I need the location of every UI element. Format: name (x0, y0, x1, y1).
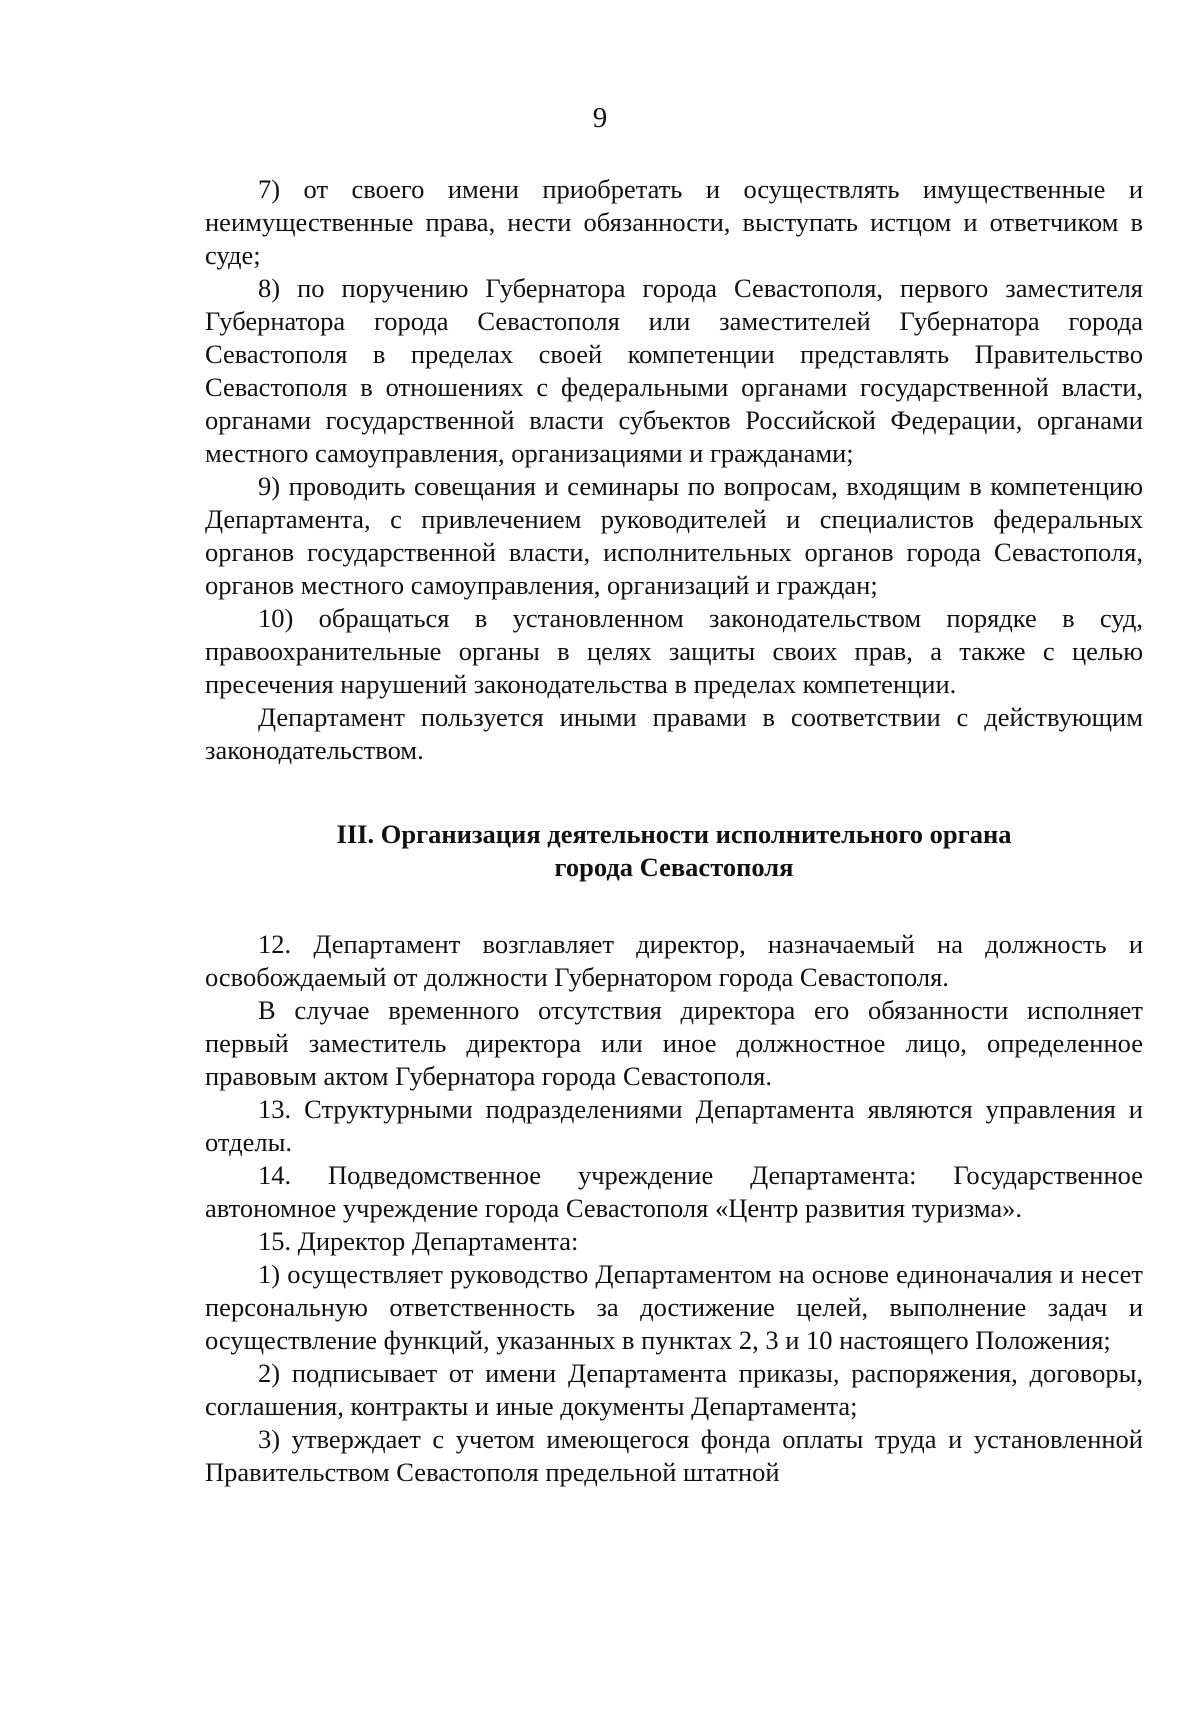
paragraph-item-10: 10) обращаться в установленном законодательством порядке в суд, правоохранительные органы в целях защиты своих прав, а также с целью пресечения нарушений законодательства в пределах компетенции. (205, 603, 1143, 699)
paragraph-director-absence: В случае временного отсутствия директора его обязанности исполняет первый заместитель директора или иное должностное лицо, определенное правовым актом Губернатора города Севастополя. (205, 995, 1143, 1091)
paragraph-clause-12: 12. Департамент возглавляет директор, назначаемый на должность и освобождаемый от должности Губернатором города Севастополя. (205, 929, 1143, 992)
paragraph-clause-13: 13. Структурными подразделениями Департамента являются управления и отделы. (205, 1094, 1143, 1157)
paragraph-other-rights: Департамент пользуется иными правами в соответствии с действующим законодательством. (205, 702, 1143, 765)
paragraph-director-item-3: 3) утверждает с учетом имеющегося фонда оплаты труда и установленной Правительством Севастополя предельной штатной (205, 1424, 1143, 1487)
paragraph-director-item-1: 1) осуществляет руководство Департаментом на основе единоначалия и несет персональную ответственность за достижение целей, выполнение задач и осуществление функций, указанных в пунктах 2, 3 и 10 настоящего Положения; (205, 1259, 1143, 1355)
paragraph-item-8: 8) по поручению Губернатора города Севастополя, первого заместителя Губернатора города Севастополя или заместителей Губернатора города Севастополя в пределах своей компетенции представлять Правительство Севастополя в отношениях с федеральными органами государственной власти, органами государственной власти субъектов Российской Федерации, органами местного самоуправления, организациями и гражданами; (205, 273, 1143, 468)
paragraph-item-9: 9) проводить совещания и семинары по вопросам, входящим в компетенцию Департамента, с привлечением руководителей и специалистов федеральных органов государственной власти, исполнительных органов города Севастополя, органов местного самоуправления, организаций и граждан; (205, 471, 1143, 600)
paragraph-item-7: 7) от своего имени приобретать и осуществлять имущественные и неимущественные права, нести обязанности, выступать истцом и ответчиком в суде; (205, 174, 1143, 270)
paragraph-clause-14: 14. Подведомственное учреждение Департамента: Государственное автономное учреждение города Севастополя «Центр развития туризма». (205, 1160, 1143, 1223)
section-heading-line-1: III. Организация деятельности исполнительного органа (336, 819, 1012, 849)
section-heading (205, 818, 1143, 884)
paragraph-director-item-2: 2) подписывает от имени Департамента приказы, распоряжения, договоры, соглашения, контракты и иные документы Департамента; (205, 1358, 1143, 1421)
page-number: 9 (592, 102, 608, 134)
paragraph-clause-15: 15. Директор Департамента: (258, 1226, 579, 1256)
document-body (205, 173, 1143, 1489)
section-heading-line-2: города Севастополя (554, 852, 794, 882)
